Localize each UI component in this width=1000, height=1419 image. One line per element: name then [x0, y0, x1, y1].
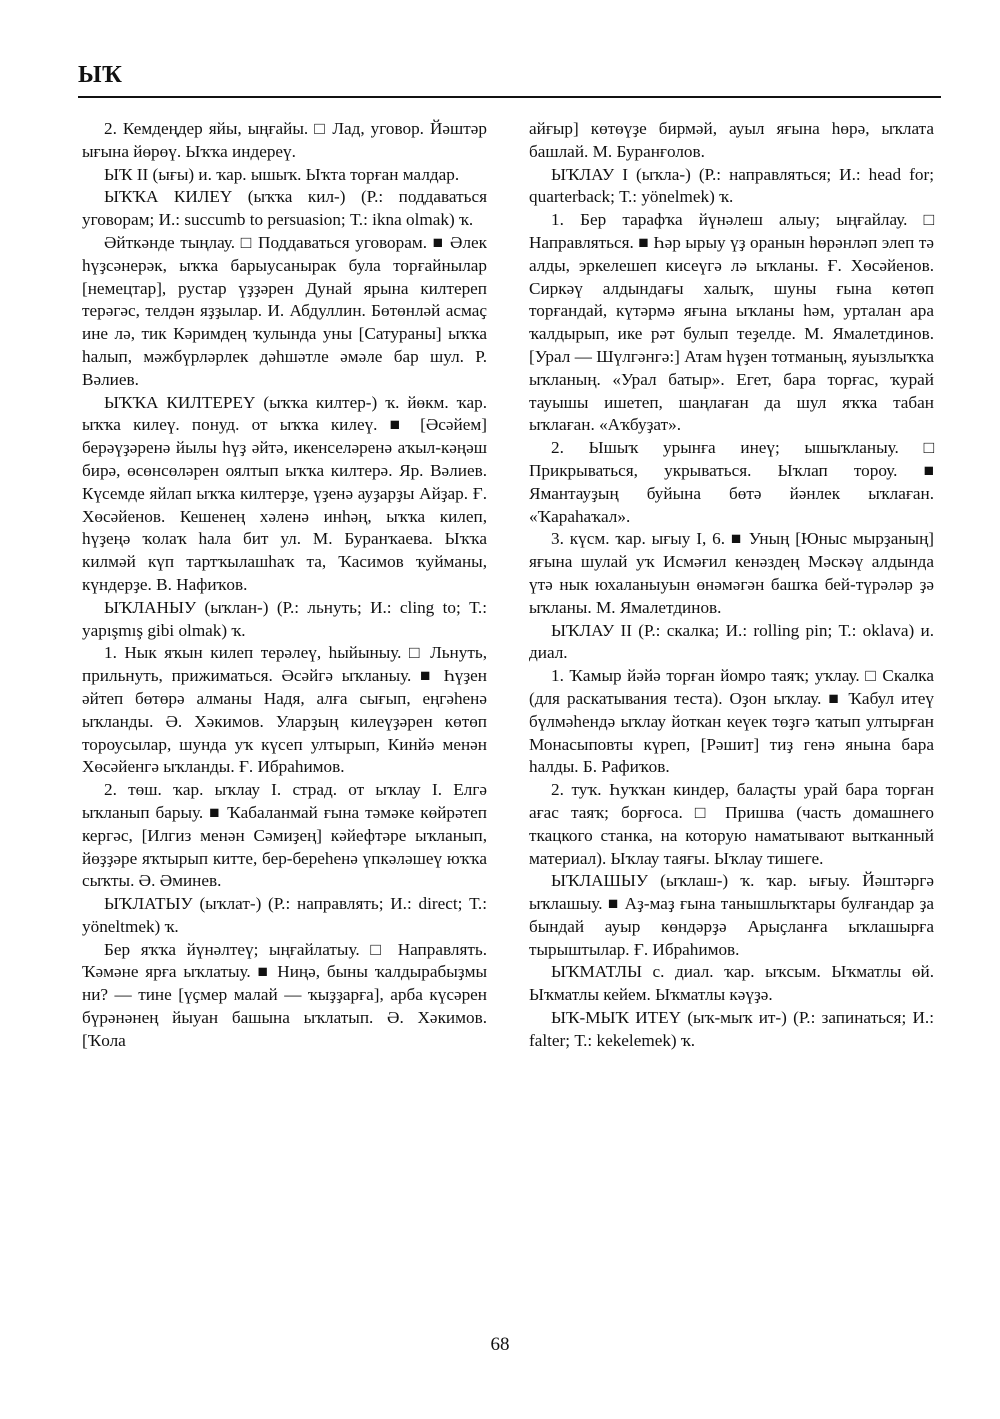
- right-column: [529, 118, 934, 1053]
- paragraph: ЫҠ II (ығы) и. ҡар. ышыҡ. Ыҡта торған малдар.: [104, 164, 460, 184]
- paragraph: ЫҠЛАУ I (ыҡла-) (Р.: направляться; И.: head for; quarterback; Т.: yönelmek) ҡ.: [529, 164, 934, 207]
- paragraph: ЫҠЛАТЫУ (ыҡлат-) (Р.: направлять; И.: direct; Т.: yöneltmek) ҡ.: [82, 894, 487, 936]
- paragraph: 2. туҡ. Һуҡҡан киндер, балаҫты урай бара торған ағас таяҡ; борғоса. □ Пришва (часть домашнего ткацкого станка, на которую наматывают вытканный материал). Ыҡлау таяғы. Ыҡлау тишеге.: [529, 780, 934, 868]
- paragraph: 3. күсм. ҡар. ығыу I, 6. ■ Уның [Юныс мырҙаның] яғына шулай уҡ Исмәғил кенәздең Мәскәү алдында үтә нык юхаланыуын өнәмәгән башҡа бей-түрәләр ҙә ыҡланы. М. Ямалетдинов.: [529, 529, 934, 617]
- paragraph: ЫҠ-МЫҠ ИТЕҮ (ыҡ-мыҡ ит-) (Р.: запинаться; И.: falter; Т.: kekelemek) ҡ.: [529, 1008, 934, 1050]
- paragraph: Бер яҡҡа йүнәлтеү; ыңғайлатыу. □ Направлять. Ҡәмәне ярға ыҡлатыу. ■ Ниңә, быны ҡалдырабыҙмы ни? — тине [үҫмер малай — ҡыҙҙарға], арба күсәрен бүрәнәнең йыуан башына ыҡлатып. Ә. Хәкимов. [Ҡола: [82, 939, 487, 1050]
- paragraph: ЫҠЛАУ II (Р.: скалка; И.: rolling pin; Т.: oklava) и. диал.: [529, 620, 934, 663]
- left-column: [82, 118, 487, 1053]
- paragraph: ЫҠЛАШЫУ (ыҡлаш-) ҡ. ҡар. ығыу. Йәштәргә ыҡлашыу. ■ Аҙ-маҙ ғына танышлыҡтары булғандар ҙа бындай ауыр көндәрҙә Арыҫланға ыҡлашырға тырыштылар. Ғ. Ибраһимов.: [529, 871, 934, 959]
- paragraph: 1. Бер тарафҡа йүнәлеш алыу; ыңғайлау. □ Направляться. ■ Һәр ырыу үҙ оранын һөрәнләп элеп тә алды, эркелешеп кисеүгә лә ыҡланы. Ғ. Хөсәйенов. Сиркәү алдындағы халыҡ, шуны ғына көтөп торғандай, күтәрмә яғына ыҡланы һәм, урталан ара ҡалдырып, ике рәт булып теҙелде. М. Ямалетдинов. [Урал — Шүлгәнгә:] Атам һүҙен тотманың, яуызлыҡҡа ыҡланың. «Урал батыр». Егет, бара торғас, ҡурай тауышы ишетеп, шаңлаған да шул яҡҡа табан ыҡлаған. «Аҡбуҙат».: [529, 210, 934, 435]
- paragraph: ЫҠҠА КИЛТЕРЕҮ (ыҡҡа килтер-) ҡ. йөкм. ҡар. ыҡҡа килеү. понуд. от ыҡҡа килеү. ■ [Әсәйем] берәүҙәренә йылы һүҙ әйтә, икенселәренә аҡыл-кәңәш бирә, өсөнсөләрен оялтып ыҡҡа килтерә. Яр. Вәлиев. Күсемде яйлап ыҡҡа килтерҙе, үҙенә ауҙарҙы Айҙар. Ғ. Хөсәйенов. Кешенең хәленә инһәң, ыҡҡа килеп, һүҙеңә ҡолаҡ һала бит ул. М. Буранҡаева. Ыҡҡа килмәй күп тартҡылашһаҡ та, Ҡасимов ҡуйманы, күндерҙе. В. Нафиҡов.: [82, 392, 487, 594]
- paragraph: ЫҠМАТЛЫ с. диал. ҡар. ыҡсым. Ыҡматлы өй. Ыҡматлы кейем. Ыҡматлы кәүҙә.: [529, 962, 934, 1005]
- paragraph: 1. Ҡамыр йәйә торған йомро таяҡ; уҡлау. □ Скалка (для раскатывания теста). Оҙон ыҡлау. ■ Ҡабул итеү бүлмәһендә ыҡлау йоткан кеүек төҙгә ҡатып ултырған Монасыповты күреп, [Рәшит] тиҙ генә янына бара һалды. Б. Рафиҡов.: [529, 666, 934, 777]
- paragraph: айғыр] көтөүҙе бирмәй, ауыл яғына һөрә, ыҡлата башлай. М. Буранғолов.: [529, 119, 934, 161]
- paragraph: 2. Ышыҡ урынға инеү; ышыҡланыу. □ Прикрываться, укрываться. Ыҡлап тороу. ■ Ямантауҙың буйына бөтә йәнлек ыҡлаған. «Ҡараһаҡал».: [529, 438, 934, 526]
- paragraph: ЫҠҠА КИЛЕҮ (ыҡҡа кил-) (Р.: поддаваться уговорам; И.: succumb to persuasion; Т.: ikna olmak) ҡ.: [82, 187, 487, 230]
- page-number: 68: [490, 1334, 510, 1355]
- running-head: ЫҠ: [78, 62, 123, 88]
- paragraph: 2. Кемдеңдер яйы, ыңғайы. □ Лад, уговор. Йәштәр ығына йөрөү. Ыҡҡа индереү.: [82, 119, 487, 161]
- paragraph: Әйткәнде тыңлау. □ Поддаваться уговорам. ■ Әлек һүҙсәнерәк, ыҡҡа барыусанырак була торғайнылар [немецтар], рустар үҙҙәрен Дунай ярына килтереп терәгәс, телдән яҙҙылар. И. Абдуллин. Бөтөнләй асмаҫ ине лә, тик Кәримдең ҡулында уны [Сатураны] ыҡҡа һалып, мәжбүрләрлек дәһшәтле әмәле бар шул. Р. Вәлиев.: [82, 232, 487, 389]
- paragraph: ЫҠЛАНЫУ (ыҡлан-) (Р.: льнуть; И.: cling to; Т.: yapışmış gibi olmak) ҡ.: [82, 597, 487, 640]
- paragraph: 2. төш. ҡар. ыҡлау I. страд. от ыҡлау I. Елгә ыҡланып барыу. ■ Ҡабаланмай ғына тәмәке көйрәтеп кергәс, [Илгиз менән Сәмиҙең] кәйефтәре ыҡланып, йөҙҙәре яҡтырып китте, бер-береһенә үпкәләшеү юҡҡа сыҡты. Ә. Әминев.: [82, 780, 487, 891]
- paragraph: 1. Нык яҡын килеп терәлеү, һыйыныу. □ Льнуть, прильнуть, прижиматься. Әсәйгә ыҡланыу. ■ Һүҙен әйтеп бөтөрә алманы Надя, алға сығып, еңгәһенә ыҡланды. Ә. Хәкимов. Уларҙың килеүҙәрен көтөп тороусылар, шунда уҡ күсеп ултырып, Кинйә менән Хөсәйенгә ыҡланды. Ғ. Ибраһимов.: [82, 643, 487, 777]
- header-rule: [78, 96, 941, 98]
